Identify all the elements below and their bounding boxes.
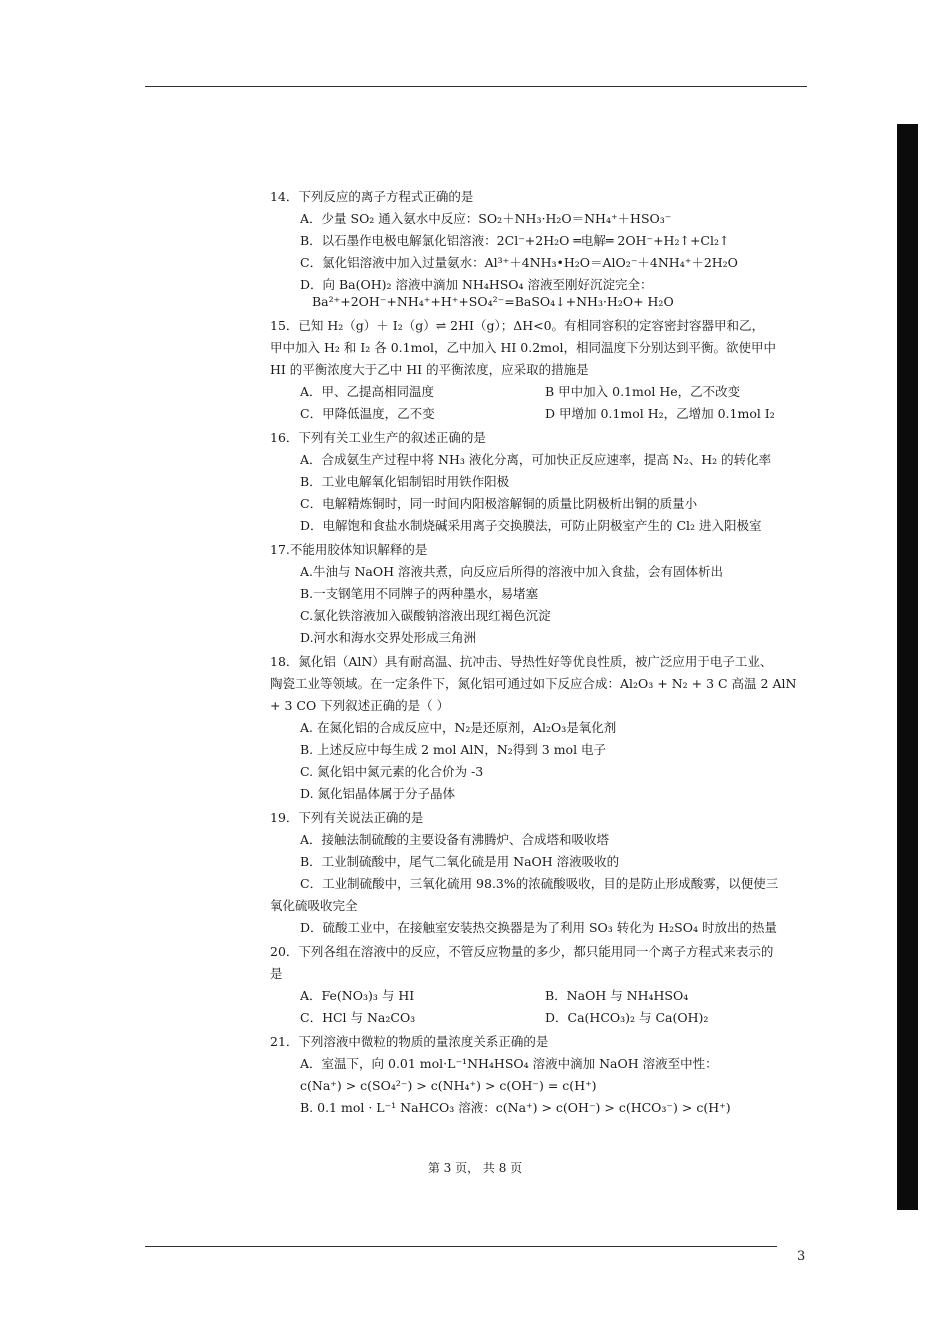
q16-option-a: A．合成氨生产过程中将 NH₃ 液化分离，可加快正反应速率，提高 N₂、H₂ 的转化率 <box>300 452 772 467</box>
q20-options-cd <box>270 1009 850 1026</box>
q19-option-d: D．硫酸工业中，在接触室安装热交换器是为了利用 SO₃ 转化为 H₂SO₄ 时放出的热量 <box>300 920 777 935</box>
q20-option-b: B．NaOH 与 NH₄HSO₄ <box>545 988 689 1003</box>
q17-option-a: A.牛油与 NaOH 溶液共煮，向反应后所得的溶液中加入食盐，会有固体析出 <box>300 564 723 579</box>
q15-stem-line2: 甲中加入 H₂ 和 I₂ 各 0.1mol，乙中加入 HI 0.2mol，相同温度下分别达到平衡。欲使甲中 <box>270 340 777 355</box>
header-rule <box>145 86 807 87</box>
q15-option-b: B 甲中加入 0.1mol He，乙不改变 <box>545 384 741 399</box>
q15-option-d: D 甲增加 0.1mol H₂，乙增加 0.1mol I₂ <box>545 406 775 421</box>
q16-option-c: C．电解精炼铜时，同一时间内阳极溶解铜的质量比阴极析出铜的质量小 <box>300 496 698 511</box>
q21-stem: 21．下列溶液中微粒的物质的量浓度关系正确的是 <box>270 1034 549 1049</box>
q14-option-b: B．以石墨作电极电解氯化铝溶液：2Cl⁻+2H₂O ═电解═ 2OH⁻+H₂↑+Cl₂↑ <box>300 233 730 248</box>
q20-stem-line2: 是 <box>270 966 283 981</box>
q18-option-c: C. 氮化铝中氮元素的化合价为 -3 <box>300 764 484 779</box>
q20-option-a: A．Fe(NO₃)₃ 与 HI <box>300 988 415 1003</box>
q18-stem-line2: 陶瓷工业等领域。在一定条件下，氮化铝可通过如下反应合成：Al₂O₃ + N₂ + 3 C 高温 2 AlN <box>270 676 797 691</box>
exam-content <box>270 188 850 1116</box>
q16-option-b: B．工业电解氧化铝制铝时用铁作阳极 <box>300 474 510 489</box>
q18-stem-line3: + 3 CO 下列叙述正确的是（ ） <box>270 698 450 713</box>
q17-option-d: D.河水和海水交界处形成三角洲 <box>300 630 477 645</box>
q21-option-b: B. 0.1 mol · L⁻¹ NaHCO₃ 溶液：c(Na⁺) > c(OH⁻) > c(HCO₃⁻) > c(H⁺) <box>300 1100 731 1115</box>
q19-option-a: A．接触法制硫酸的主要设备有沸腾炉、合成塔和吸收塔 <box>300 832 610 847</box>
q18-option-a: A. 在氮化铝的合成反应中，N₂是还原剂，Al₂O₃是氧化剂 <box>300 720 617 735</box>
q21-option-a-relation: c(Na⁺) > c(SO₄²⁻) > c(NH₄⁺) > c(OH⁻) = c(H⁺) <box>300 1078 597 1093</box>
q14-option-a: A．少量 SO₂ 通入氨水中反应：SO₂＋NH₃·H₂O＝NH₄⁺＋HSO₃⁻ <box>300 211 672 226</box>
q15-options-ab <box>270 383 850 400</box>
q14-stem: 14．下列反应的离子方程式正确的是 <box>270 189 474 204</box>
q19-stem: 19．下列有关说法正确的是 <box>270 810 424 825</box>
q15-option-a: A．甲、乙提高相同温度 <box>300 384 435 399</box>
q14-option-d-equation: Ba²⁺+2OH⁻+NH₄⁺+H⁺+SO₄²⁻=BaSO₄↓+NH₃·H₂O+ H₂O <box>312 294 674 309</box>
q17-option-c: C.氯化铁溶液加入碳酸钠溶液出现红褐色沉淀 <box>300 608 551 623</box>
q17-option-b: B.一支钢笔用不同牌子的两种墨水，易堵塞 <box>300 586 539 601</box>
q19-option-c-cont: 氧化硫吸收完全 <box>270 898 358 913</box>
q18-option-b: B. 上述反应中每生成 2 mol AlN，N₂得到 3 mol 电子 <box>300 742 607 757</box>
q15-stem-line3: HI 的平衡浓度大于乙中 HI 的平衡浓度，应采取的措施是 <box>270 362 589 377</box>
q16-stem: 16．下列有关工业生产的叙述正确的是 <box>270 430 486 445</box>
page-number: 3 <box>797 1249 806 1264</box>
scan-edge-bar <box>897 124 918 1210</box>
q14-option-d: D．向 Ba(OH)₂ 溶液中滴加 NH₄HSO₄ 溶液至刚好沉淀完全： <box>300 277 653 292</box>
q15-option-c: C．甲降低温度，乙不变 <box>300 406 435 421</box>
q20-option-d: D．Ca(HCO₃)₂ 与 Ca(OH)₂ <box>545 1010 709 1025</box>
q19-option-b: B．工业制硫酸中，尾气二氧化硫是用 NaOH 溶液吸收的 <box>300 854 620 869</box>
footer-rule <box>145 1246 777 1247</box>
q18-stem-line1: 18．氮化铝（AlN）具有耐高温、抗冲击、导热性好等优良性质，被广泛应用于电子工业、 <box>270 654 773 669</box>
q19-option-c: C．工业制硫酸中，三氧化硫用 98.3%的浓硫酸吸收，目的是防止形成酸雾，以便使三 <box>300 876 779 891</box>
q14-option-c: C．氯化铝溶液中加入过量氨水：Al³⁺＋4NH₃•H₂O＝AlO₂⁻＋4NH₄⁺＋2H₂O <box>300 255 738 270</box>
q21-option-a: A．室温下，向 0.01 mol·L⁻¹NH₄HSO₄ 溶液中滴加 NaOH 溶液至中性： <box>300 1056 718 1071</box>
q15-options-cd <box>270 405 850 422</box>
q16-option-d: D．电解饱和食盐水制烧碱采用离子交换膜法，可防止阴极室产生的 Cl₂ 进入阳极室 <box>300 518 762 533</box>
q18-option-d: D. 氮化铝晶体属于分子晶体 <box>300 786 456 801</box>
q20-stem-line1: 20．下列各组在溶液中的反应，不管反应物量的多少，都只能用同一个离子方程式来表示的 <box>270 944 774 959</box>
q17-stem: 17.不能用胶体知识解释的是 <box>270 542 428 557</box>
page-footer: 第 3 页， 共 8 页 <box>427 1161 523 1175</box>
q20-option-c: C．HCl 与 Na₂CO₃ <box>300 1010 416 1025</box>
q20-options-ab <box>270 987 850 1004</box>
q15-stem-line1: 15．已知 H₂（g）＋ I₂（g）⇌ 2HI（g）；ΔH<0。有相同容积的定容密封容器甲和乙， <box>270 318 765 333</box>
